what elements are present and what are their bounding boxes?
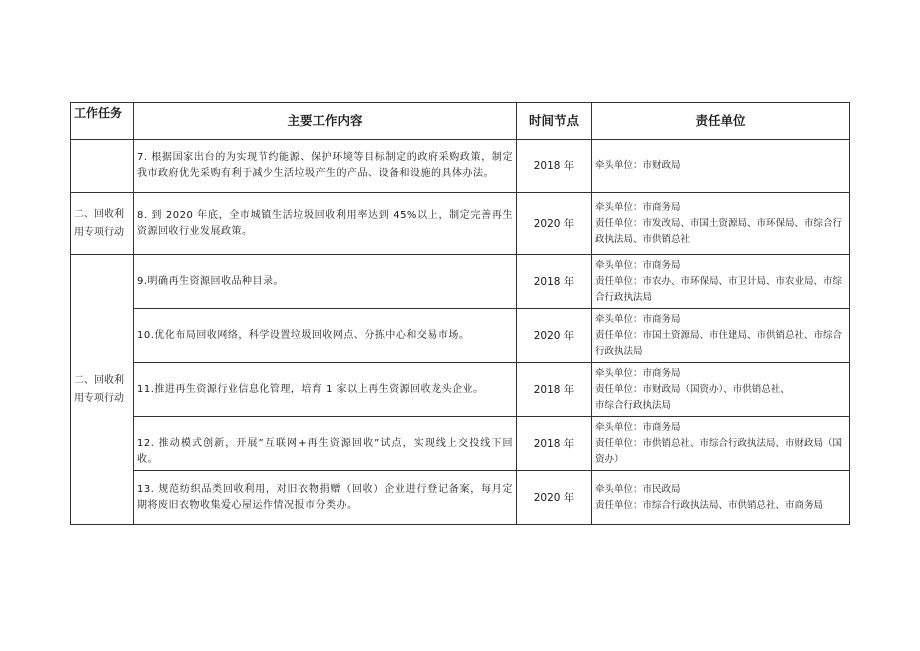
content-cell: 12. 推动模式创新，开展”互联网+再生资源回收”试点，实现线上交投线下回收。 <box>134 417 517 471</box>
owner-cell <box>592 471 850 525</box>
header-task: 工作任务 <box>71 103 134 140</box>
content-cell: 10.优化布局回收网络，科学设置垃圾回收网点、分拣中心和交易市场。 <box>134 309 517 363</box>
owner-line: 牵头单位：市财政局 <box>595 160 681 171</box>
table-row <box>71 309 850 363</box>
task-cell <box>71 140 134 193</box>
table-row <box>71 140 850 193</box>
time-cell: 2018 年 <box>517 363 592 417</box>
owner-line: 责任单位：市国土资源局、市住建局、市供销总社、市综合行政执法局 <box>595 329 843 357</box>
time-cell: 2018 年 <box>517 417 592 471</box>
header-row <box>71 103 850 140</box>
table-row <box>71 363 850 417</box>
time-cell: 2018 年 <box>517 255 592 309</box>
owner-line: 市综合行政执法局 <box>595 399 672 411</box>
content-cell: 11.推进再生资源行业信息化管理，培育 1 家以上再生资源回收龙头企业。 <box>134 363 517 417</box>
content-cell: 8. 到 2020 年底，全市城镇生活垃圾回收利用率达到 45%以上，制定完善再生资源回收行业发展政策。 <box>134 193 517 255</box>
table-row <box>71 417 850 471</box>
owner-cell <box>592 309 850 363</box>
table-row <box>71 193 850 255</box>
owner-cell <box>592 193 850 255</box>
table-row <box>71 255 850 309</box>
owner-line: 责任单位：市财政局（国资办）、市供销总社、 <box>595 383 790 395</box>
time-cell: 2020 年 <box>517 471 592 525</box>
header-time: 时间节点 <box>517 103 592 140</box>
owner-line: 牵头单位：市商务局 <box>595 421 681 433</box>
header-owner: 责任单位 <box>592 103 850 140</box>
owner-line: 责任单位：市综合行政执法局、市供销总社、市商务局 <box>595 499 824 511</box>
content-cell: 7. 根据国家出台的为实现节约能源、保护环境等目标制定的政府采购政策，制定我市政府优先采购有利于减少生活垃圾产生的产品、设备和设施的具体办法。 <box>134 140 517 193</box>
content-cell: 9.明确再生资源回收品种目录。 <box>134 255 517 309</box>
time-cell: 2020 年 <box>517 193 592 255</box>
owner-line: 牵头单位：市商务局 <box>595 313 681 325</box>
time-cell: 2018 年 <box>517 140 592 193</box>
owner-line: 牵头单位：市商务局 <box>595 367 681 379</box>
owner-line: 责任单位：市发改局、市国土资源局、市环保局、市综合行政执法局、市供销总社 <box>595 217 843 245</box>
owner-line: 牵头单位：市民政局 <box>595 483 681 495</box>
owner-cell <box>592 140 850 193</box>
owner-cell <box>592 255 850 309</box>
owner-cell <box>592 417 850 471</box>
owner-cell <box>592 363 850 417</box>
task-cell: 二、回收利用专项行动 <box>71 255 134 525</box>
owner-line: 责任单位：市供销总社、市综合行政执法局、市财政局（国资办） <box>595 437 843 465</box>
content-cell: 13. 规范纺织品类回收利用，对旧衣物捐赠（回收）企业进行登记备案，每月定期将废旧衣物收集爱心屋运作情况报市分类办。 <box>134 471 517 525</box>
task-cell: 二、回收利用专项行动 <box>71 193 134 255</box>
task-table <box>70 102 850 525</box>
table-row <box>71 471 850 525</box>
time-cell: 2020 年 <box>517 309 592 363</box>
owner-line: 牵头单位：市商务局 <box>595 259 681 271</box>
header-content: 主要工作内容 <box>134 103 517 140</box>
owner-line: 牵头单位：市商务局 <box>595 201 681 213</box>
owner-line: 责任单位：市农办、市环保局、市卫计局、市农业局、市综合行政执法局 <box>595 275 843 303</box>
